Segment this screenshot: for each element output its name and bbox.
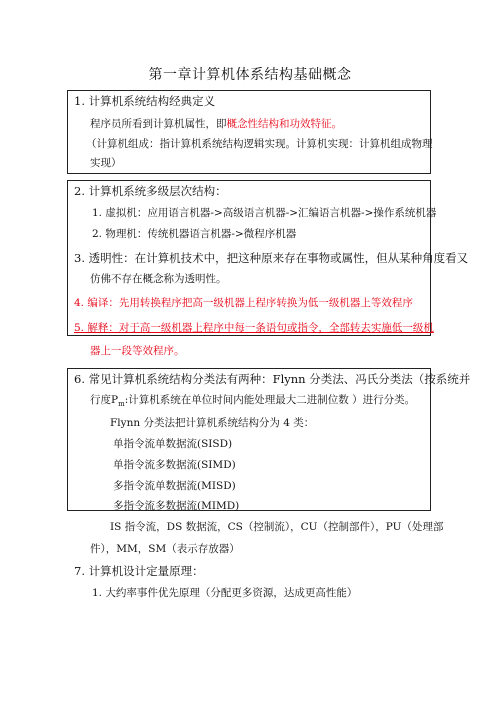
section-7-heading: 7. 计算机设计定量原理： (74, 564, 204, 578)
parallelism-text: :计算机系统在单位时间内能处理最大二进制位数 ）进行分类。 (124, 394, 416, 406)
definition-highlight: 概念性结构和功效特征。 (226, 118, 342, 130)
parallelism-prefix: 行度P (90, 394, 119, 406)
interpret-definition-2: 器上一段等效程序。 (90, 345, 185, 357)
parallelism-sub: m (118, 400, 125, 409)
flynn-sisd: 单指令流单数据流(SISD) (113, 438, 233, 450)
composition-note-cont: 实现） (90, 157, 122, 169)
section-6-line-2 (90, 393, 415, 411)
section-2-heading: 2. 计算机系统多级层次结构： (74, 184, 227, 198)
section-1-heading: 1. 计算机系统结构经典定义 (74, 94, 216, 108)
page-title: 第一章计算机体系结构基础概念 (148, 67, 352, 83)
flynn-simd: 单指令流多数据流(SIMD) (113, 459, 236, 471)
compile-definition: 4. 编译：先用转换程序把高一级机器上程序转换为低一级机器上等效程序 (74, 297, 413, 309)
composition-note: （计算机组成：指计算机系统结构逻辑实现。计算机实现：计算机组成物理 (86, 138, 433, 150)
physical-machine-item: 2. 物理机：传统机器语言机器->微程序机器 (92, 228, 297, 240)
transparency-line-1: 3. 透明性：在计算机技术中，把这种原来存在事物或属性，但从某种角度看又 (74, 251, 469, 265)
flynn-intro: Flynn 分类法把计算机系统结构分为 4 类： (110, 417, 315, 429)
virtual-machine-item: 1. 虚拟机：应用语言机器->高级语言机器->汇编语言机器->操作系统机器 (92, 207, 437, 219)
flynn-mimd: 多指令流多数据流(MIMD) (113, 500, 240, 512)
section-6-line-1: 6. 常见计算机系统结构分类法有两种：Flynn 分类法、冯氏分类法（按系统并 (74, 372, 471, 386)
definition-line (90, 117, 342, 131)
abbreviation-note-1: IS 指令流，DS 数据流，CS（控制流），CU（控制部件），PU（处理部 (110, 521, 444, 533)
principle-item-1: 1. 大约率事件优先原理（分配更多资源，达成更高性能） (92, 587, 358, 599)
transparency-line-2: 仿佛不存在概念称为透明性。 (90, 273, 227, 285)
interpret-definition-1: 5. 解释：对于高一级机器上程序中每一条语句或指令，全部转去实施低一级机 (74, 322, 434, 334)
abbreviation-note-2: 件），MM，SM（表示存放器） (90, 543, 240, 555)
flynn-misd: 多指令流单数据流(MISD) (113, 480, 236, 492)
definition-text: 程序员所看到计算机属性，即 (90, 118, 227, 130)
